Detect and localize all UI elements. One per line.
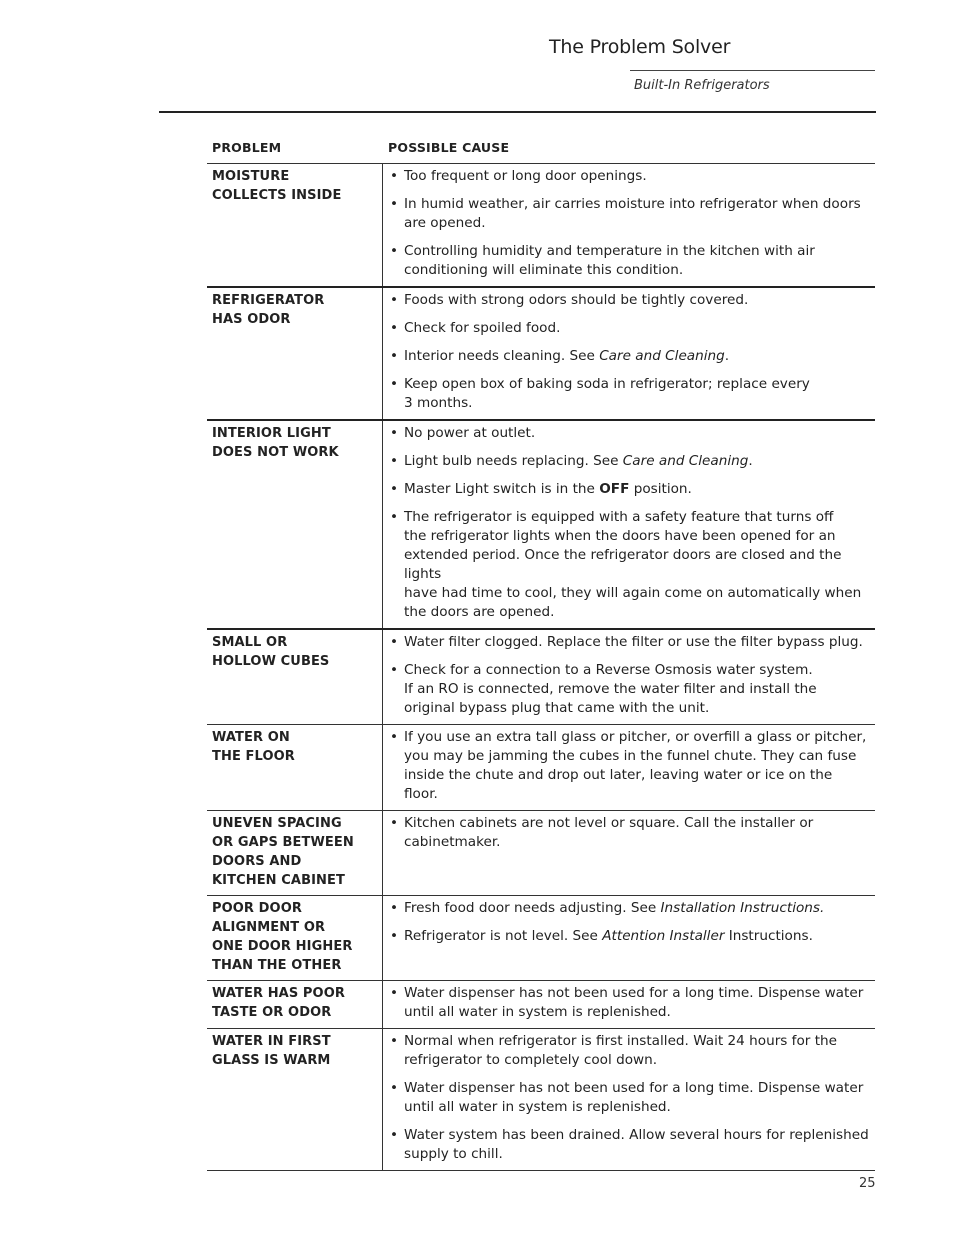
table-row (207, 811, 875, 896)
problem-label: MOISTURE COLLECTS INSIDE (207, 164, 383, 286)
cause-text: position. (629, 481, 692, 497)
cause-text: Check for spoiled food. (404, 320, 561, 336)
bullet-icon: • (390, 815, 399, 831)
bullet-icon: • (390, 425, 399, 441)
cause-text: Installation Instructions. (660, 900, 825, 916)
cause-text: OFF (599, 481, 630, 497)
bullet-icon: • (390, 196, 399, 212)
cause-item (390, 347, 869, 366)
table-row (207, 288, 875, 421)
bullet-icon: • (390, 376, 399, 392)
cause-item (390, 319, 869, 338)
cause-item (390, 633, 869, 652)
page-number: 25 (859, 1176, 876, 1191)
problem-label: WATER ON THE FLOOR (207, 725, 383, 810)
bullet-icon: • (390, 509, 399, 525)
cause-text: . (724, 348, 730, 364)
problem-label: INTERIOR LIGHT DOES NOT WORK (207, 421, 383, 628)
table-row (207, 630, 875, 725)
title-rule (630, 70, 875, 71)
table-row (207, 1029, 875, 1171)
cause-list (383, 164, 875, 286)
cause-text: Check for a connection to a Reverse Osmosis water system. If an RO is connected, remove the water filter and install the original bypass plug that came with the unit. (404, 662, 817, 716)
cause-text: In humid weather, air carries moisture into refrigerator when doors are opened. (404, 196, 861, 231)
cause-list (383, 896, 875, 980)
cause-text: Interior needs cleaning. See (404, 348, 600, 364)
table-header (207, 139, 875, 164)
table-row (207, 896, 875, 981)
cause-list (383, 811, 875, 895)
cause-text: Water dispenser has not been used for a long time. Dispense water until all water in system is replenished. (404, 985, 864, 1020)
cause-item (390, 242, 869, 280)
table-row (207, 164, 875, 288)
problem-label: REFRIGERATOR HAS ODOR (207, 288, 383, 419)
cause-list (383, 630, 875, 724)
cause-item (390, 661, 869, 718)
bullet-icon: • (390, 985, 399, 1001)
cause-item (390, 927, 869, 946)
cause-item (390, 375, 869, 413)
cause-item (390, 728, 869, 804)
cause-text: Attention Installer (602, 928, 725, 944)
cause-item (390, 452, 869, 471)
problem-label: SMALL OR HOLLOW CUBES (207, 630, 383, 724)
cause-item (390, 1032, 869, 1070)
cause-text: Care and Cleaning (622, 453, 749, 469)
cause-item (390, 508, 869, 622)
cause-text: If you use an extra tall glass or pitcher, or overfill a glass or pitcher, you may be jamming the cubes in the funnel chute. They can fuse inside the chute and drop out later, leaving water or ice on the floor. (404, 729, 867, 802)
cause-text: Controlling humidity and temperature in the kitchen with air conditioning will eliminate this condition. (404, 243, 815, 278)
cause-text: Light bulb needs replacing. See (404, 453, 623, 469)
cause-item (390, 424, 869, 443)
table-row (207, 981, 875, 1029)
problem-label: UNEVEN SPACING OR GAPS BETWEEN DOORS AND KITCHEN CABINET (207, 811, 383, 895)
bullet-icon: • (390, 729, 399, 745)
cause-item (390, 984, 869, 1022)
cause-text: Water filter clogged. Replace the filter or use the filter bypass plug. (404, 634, 863, 650)
problem-label: POOR DOOR ALIGNMENT OR ONE DOOR HIGHER THAN THE OTHER (207, 896, 383, 980)
cause-item (390, 167, 869, 186)
bullet-icon: • (390, 928, 399, 944)
cause-text: Water dispenser has not been used for a long time. Dispense water until all water in system is replenished. (404, 1080, 864, 1115)
bullet-icon: • (390, 243, 399, 259)
cause-text: Care and Cleaning (599, 348, 725, 364)
bullet-icon: • (390, 1127, 399, 1143)
bullet-icon: • (390, 634, 399, 650)
cause-text: Keep open box of baking soda in refrigerator; replace every 3 months. (404, 376, 810, 411)
bullet-icon: • (390, 168, 399, 184)
cause-item (390, 480, 869, 499)
bullet-icon: • (390, 481, 399, 497)
problem-solver-table (207, 139, 875, 1171)
cause-text: Normal when refrigerator is first installed. Wait 24 hours for the refrigerator to completely cool down. (404, 1033, 838, 1068)
cause-list (383, 725, 875, 810)
cause-text: Refrigerator is not level. See (404, 928, 603, 944)
cause-text: Foods with strong odors should be tightly covered. (404, 292, 749, 308)
column-header-problem: PROBLEM (212, 140, 282, 155)
table-row (207, 725, 875, 811)
bullet-icon: • (390, 1080, 399, 1096)
problem-label: WATER IN FIRST GLASS IS WARM (207, 1029, 383, 1170)
table-body (207, 164, 875, 1171)
cause-text: . (748, 453, 753, 469)
page-subtitle: Built-In Refrigerators (634, 78, 770, 93)
bullet-icon: • (390, 900, 399, 916)
cause-item (390, 1079, 869, 1117)
problem-label: WATER HAS POOR TASTE OR ODOR (207, 981, 383, 1028)
table-row (207, 421, 875, 630)
bullet-icon: • (390, 320, 399, 336)
cause-list (383, 1029, 875, 1170)
cause-text: Kitchen cabinets are not level or square. Call the installer or cabinetmaker. (404, 815, 814, 850)
header-divider (159, 111, 876, 113)
cause-text: Instructions. (724, 928, 813, 944)
cause-item (390, 195, 869, 233)
bullet-icon: • (390, 292, 399, 308)
column-header-possible-cause: POSSIBLE CAUSE (388, 140, 510, 155)
cause-list (383, 421, 875, 628)
cause-text: The refrigerator is equipped with a safety feature that turns off the refrigerator lights when the doors have been opened for an extended period. Once the refrigerator doors are closed and the lights have had time to cool, they will again come on automatically when the doors are opened. (404, 509, 862, 620)
cause-text: No power at outlet. (404, 425, 536, 441)
cause-item (390, 1126, 869, 1164)
bullet-icon: • (390, 1033, 399, 1049)
cause-text: Fresh food door needs adjusting. See (404, 900, 661, 916)
cause-item (390, 291, 869, 310)
cause-text: Water system has been drained. Allow several hours for replenished supply to chill. (404, 1127, 869, 1162)
cause-text: Master Light switch is in the (404, 481, 600, 497)
cause-item (390, 814, 869, 852)
cause-list (383, 288, 875, 419)
bullet-icon: • (390, 453, 399, 469)
cause-item (390, 899, 869, 918)
cause-list (383, 981, 875, 1028)
bullet-icon: • (390, 348, 399, 364)
bullet-icon: • (390, 662, 399, 678)
page-title: The Problem Solver (549, 36, 731, 58)
cause-text: Too frequent or long door openings. (404, 168, 647, 184)
